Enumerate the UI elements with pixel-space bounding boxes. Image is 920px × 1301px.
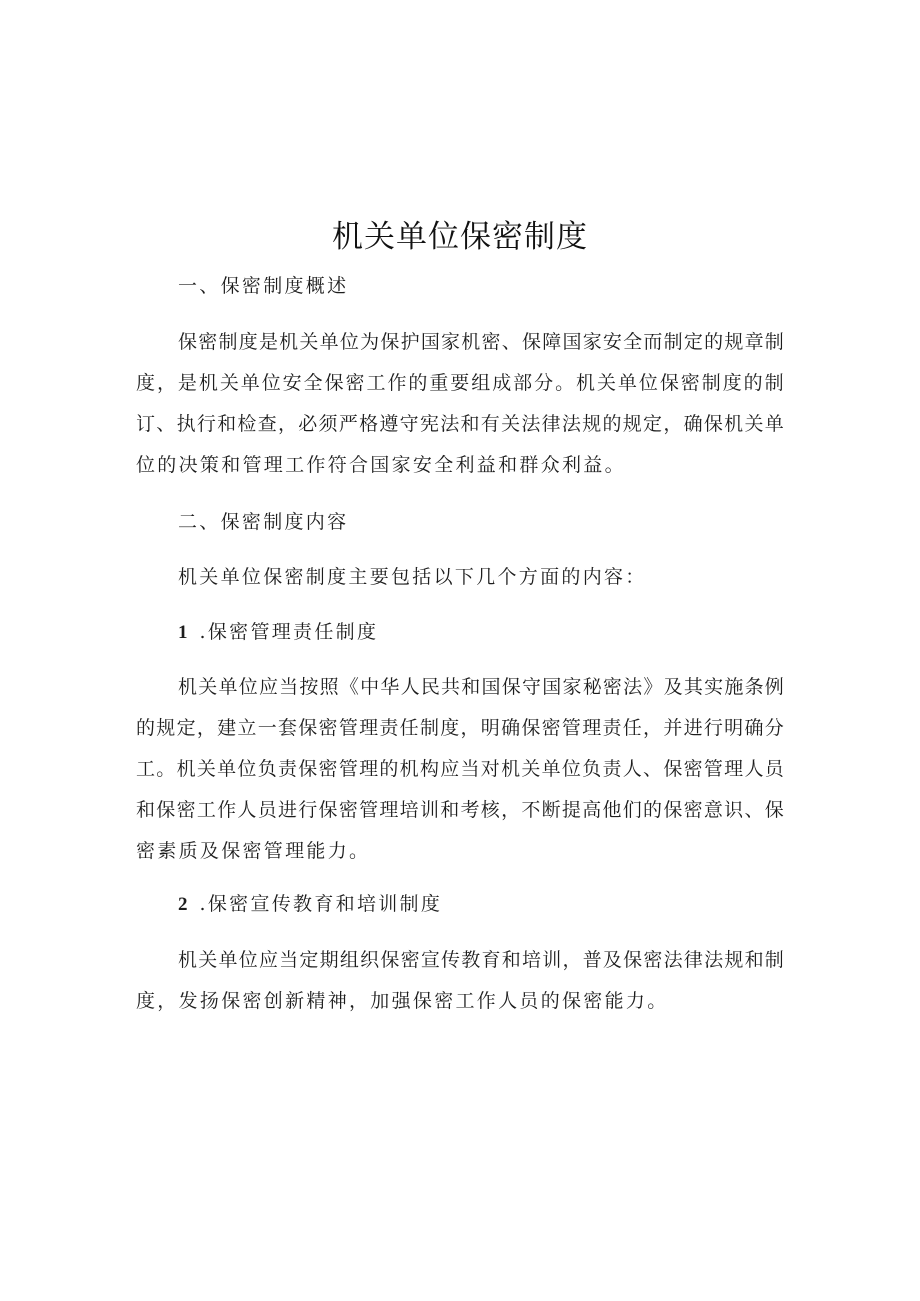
glyph: 当 [460,758,480,780]
glyph: 密 [481,331,501,353]
glyph: 理 [359,758,379,780]
glyph: 和 [136,799,156,821]
glyph: 保 [318,799,338,821]
glyph: 要 [450,372,470,394]
glyph: 单 [541,758,561,780]
glyph: 人 [237,799,257,821]
glyph: 责 [602,758,622,780]
glyph: 的 [379,758,399,780]
glyph: 家 [441,331,461,353]
glyph: 法 [704,949,724,971]
glyph: 制 [701,372,721,394]
glyph: 不 [521,799,541,821]
glyph: 一 [257,717,277,739]
glyph: 分 [534,372,554,394]
glyph: 关 [501,413,521,435]
glyph: 人 [400,676,420,698]
glyph: 关 [744,413,764,435]
glyph: 工 [366,372,386,394]
document-title: 机关单位保密制度 [332,219,588,255]
glyph: 进 [277,799,297,821]
glyph: 位 [238,676,258,698]
glyph: 度 [136,372,156,394]
glyph: 单 [764,413,784,435]
glyph: 保 [623,949,643,971]
glyph: 全 [623,331,643,353]
glyph: 保 [501,676,521,698]
glyph: 确 [744,717,764,739]
glyph: 的 [136,717,156,739]
glyph: 和 [217,413,237,435]
glyph: 安 [282,372,302,394]
glyph: 关 [196,758,216,780]
glyph: 法 [561,413,581,435]
glyph: 管 [338,717,358,739]
glyph: 普 [582,949,602,971]
glyph: 负 [257,758,277,780]
glyph: 责 [602,717,622,739]
glyph: 密 [541,717,561,739]
glyph: 国 [542,676,562,698]
glyph: 建 [217,717,237,739]
glyph: 位 [638,372,658,394]
glyph: 守 [521,676,541,698]
glyph: 行 [703,717,723,739]
glyph: 们 [622,799,642,821]
glyph: 制 [663,331,683,353]
glyph: 位 [237,758,257,780]
glyph: 保 [521,717,541,739]
section-2-intro: 机关单位保密制度主要包括以下几个方面的内容： [178,566,647,588]
glyph: ， [460,717,480,739]
glyph: 定 [683,331,703,353]
section-2-heading: 二、保密制度内容 [178,511,349,533]
glyph: ， [562,949,582,971]
paragraph-line [136,790,784,830]
glyph: 是 [258,331,278,353]
glyph: 密 [198,331,218,353]
glyph: 例 [764,676,784,698]
glyph: 密 [683,799,703,821]
glyph: 对 [480,758,500,780]
glyph: 法 [440,413,460,435]
glyph: 保 [324,372,344,394]
glyph: 检 [237,413,257,435]
glyph: 分 [764,717,784,739]
glyph: 断 [541,799,561,821]
glyph: 任 [399,717,419,739]
glyph: 密 [345,372,365,394]
glyph: 机 [178,676,198,698]
glyph: 机 [461,331,481,353]
glyph: 的 [643,799,663,821]
glyph: 机 [178,949,198,971]
glyph: 员 [764,758,784,780]
glyph: 度 [238,331,258,353]
glyph: 》 [643,676,663,698]
glyph: 保 [298,758,318,780]
glyph: 人 [622,758,642,780]
glyph: 及 [602,949,622,971]
glyph: 规 [622,413,642,435]
glyph: 保 [663,758,683,780]
glyph: 密 [400,949,420,971]
glyph: 法 [521,413,541,435]
glyph: 工 [196,799,216,821]
glyph: 应 [258,949,278,971]
glyph: 执 [176,413,196,435]
glyph: 机 [501,758,521,780]
glyph: 其 [683,676,703,698]
glyph: 华 [380,676,400,698]
glyph: 的 [602,413,622,435]
glyph: 制 [764,372,784,394]
glyph: 章 [744,331,764,353]
glyph: 。 [555,372,575,394]
glyph: 国 [562,331,582,353]
paragraph-line [178,940,784,980]
glyph: 中 [360,676,380,698]
glyph: 关 [299,331,319,353]
glyph: 任 [622,717,642,739]
glyph: 训 [542,949,562,971]
glyph: 行 [298,799,318,821]
glyph: 保 [659,372,679,394]
glyph: 、 [744,799,764,821]
glyph: 工 [136,758,156,780]
glyph: 期 [319,949,339,971]
item-2-heading [178,884,784,925]
glyph: ， [643,717,663,739]
glyph: 保 [178,331,198,353]
glyph: ， [156,372,176,394]
glyph: 定 [299,949,319,971]
glyph: 密 [338,799,358,821]
glyph: 培 [521,949,541,971]
glyph: 单 [319,331,339,353]
glyph: 理 [379,799,399,821]
glyph: 管 [561,717,581,739]
glyph: 制 [764,949,784,971]
glyph: 核 [480,799,500,821]
glyph: 遵 [379,413,399,435]
glyph: 、 [156,413,176,435]
item-2-title: .保密宣传教育和培训制度 [199,893,443,915]
glyph: 组 [471,372,491,394]
glyph: 确 [683,413,703,435]
glyph: 规 [724,949,744,971]
paragraph-line: 位的决策和管理工作符合国家安全利益和群众利益。 [136,454,626,476]
glyph: 责 [277,758,297,780]
glyph: 位 [561,758,581,780]
glyph: 密 [643,949,663,971]
glyph: 严 [338,413,358,435]
glyph: 密 [176,799,196,821]
glyph: 员 [257,799,277,821]
glyph: 条 [744,676,764,698]
paragraph-line [178,322,784,362]
glyph: 意 [703,799,723,821]
paragraph-line [136,749,784,789]
glyph: 守 [399,413,419,435]
glyph: 度 [722,372,742,394]
glyph: 他 [602,799,622,821]
glyph: 保 [380,331,400,353]
glyph: 和 [461,676,481,698]
glyph: 和 [501,949,521,971]
glyph: 织 [360,949,380,971]
glyph: 传 [441,949,461,971]
glyph: 位 [238,949,258,971]
glyph: 查 [257,413,277,435]
glyph: 民 [420,676,440,698]
glyph: 、 [501,331,521,353]
glyph: 理 [724,758,744,780]
glyph: 单 [617,372,637,394]
glyph: 应 [258,676,278,698]
glyph: 格 [359,413,379,435]
glyph: 高 [582,799,602,821]
glyph: 机 [279,331,299,353]
glyph: 成 [492,372,512,394]
glyph: 和 [440,799,460,821]
glyph: 训 [419,799,439,821]
glyph: ， [277,413,297,435]
glyph: 定 [176,717,196,739]
glyph: 而 [643,331,663,353]
glyph: 位 [261,372,281,394]
glyph: 套 [277,717,297,739]
glyph: 《 [339,676,359,698]
glyph: 理 [359,717,379,739]
glyph: 机 [724,413,744,435]
glyph: 全 [303,372,323,394]
glyph: 单 [218,949,238,971]
glyph: 密 [318,717,338,739]
glyph: 保 [764,799,784,821]
glyph: 有 [480,413,500,435]
item-1-title: .保密管理责任制度 [199,621,379,643]
glyph: 当 [279,949,299,971]
glyph: 国 [481,676,501,698]
glyph: 安 [602,331,622,353]
glyph: 和 [460,413,480,435]
glyph: 密 [683,758,703,780]
glyph: 关 [596,372,616,394]
glyph: 当 [279,676,299,698]
glyph: 并 [663,717,683,739]
glyph: 律 [541,413,561,435]
glyph: 度 [440,717,460,739]
glyph: 关 [219,372,239,394]
glyph: 共 [441,676,461,698]
paragraph-line: 密素质及保密管理能力。 [136,840,371,862]
glyph: 障 [542,331,562,353]
glyph: 单 [240,372,260,394]
glyph: 提 [561,799,581,821]
glyph: 规 [724,331,744,353]
glyph: 人 [744,758,764,780]
glyph: 规 [156,717,176,739]
glyph: 关 [198,949,218,971]
glyph: 家 [562,676,582,698]
glyph: 行 [196,413,216,435]
glyph: 制 [218,331,238,353]
glyph: 宪 [419,413,439,435]
glyph: 按 [299,676,319,698]
glyph: 律 [683,949,703,971]
glyph: 国 [420,331,440,353]
paragraph-line [136,404,784,444]
glyph: 部 [513,372,533,394]
glyph: 关 [521,758,541,780]
item-2-number: 2 [178,894,188,915]
glyph: 密 [318,758,338,780]
glyph: 应 [440,758,460,780]
glyph: 施 [724,676,744,698]
glyph: ， [663,413,683,435]
glyph: 构 [419,758,439,780]
glyph: 实 [704,676,724,698]
glyph: 密 [602,676,622,698]
glyph: 规 [582,413,602,435]
glyph: 理 [582,717,602,739]
glyph: 。 [156,758,176,780]
glyph: 作 [387,372,407,394]
glyph: 单 [218,676,238,698]
glyph: 照 [319,676,339,698]
glyph: 明 [724,717,744,739]
paragraph-line [178,667,784,707]
glyph: 须 [318,413,338,435]
glyph: ， [501,799,521,821]
section-1-heading: 一、保密制度概述 [178,275,349,297]
glyph: 及 [663,676,683,698]
glyph: 制 [419,717,439,739]
glyph: 法 [663,949,683,971]
item-1-number: 1 [178,622,188,643]
glyph: 立 [237,717,257,739]
glyph: 识 [724,799,744,821]
glyph: ， [196,717,216,739]
glyph: 作 [217,799,237,821]
glyph: 负 [582,758,602,780]
glyph: 重 [429,372,449,394]
glyph: 考 [460,799,480,821]
glyph: 位 [339,331,359,353]
glyph: 法 [623,676,643,698]
glyph: 必 [298,413,318,435]
glyph: 明 [480,717,500,739]
glyph: 制 [764,331,784,353]
glyph: 进 [683,717,703,739]
glyph: 管 [338,758,358,780]
glyph: 是 [177,372,197,394]
paragraph-line [136,708,784,748]
glyph: 确 [501,717,521,739]
glyph: 管 [359,799,379,821]
glyph: 机 [198,372,218,394]
glyph: 宣 [420,949,440,971]
glyph: 保 [663,799,683,821]
glyph: 关 [198,676,218,698]
glyph: 保 [298,717,318,739]
glyph: 单 [217,758,237,780]
glyph: 责 [379,717,399,739]
glyph: 保 [703,413,723,435]
glyph: 订 [136,413,156,435]
glyph: 为 [360,331,380,353]
glyph: 家 [582,331,602,353]
glyph: 护 [400,331,420,353]
glyph: 育 [481,949,501,971]
glyph: 机 [576,372,596,394]
glyph: 的 [704,331,724,353]
glyph: 的 [408,372,428,394]
glyph: 和 [744,949,764,971]
glyph: 保 [380,949,400,971]
glyph: 定 [643,413,663,435]
item-1-heading [178,612,784,653]
glyph: 教 [461,949,481,971]
glyph: 机 [176,758,196,780]
glyph: 机 [399,758,419,780]
glyph: 管 [703,758,723,780]
glyph: 秘 [582,676,602,698]
glyph: 保 [156,799,176,821]
glyph: 、 [643,758,663,780]
paragraph-line: 度，发扬保密创新精神，加强保密工作人员的保密能力。 [136,990,669,1012]
glyph: 的 [743,372,763,394]
glyph: 培 [399,799,419,821]
glyph: 密 [680,372,700,394]
glyph: 保 [521,331,541,353]
paragraph-line [136,363,784,403]
glyph: 组 [339,949,359,971]
